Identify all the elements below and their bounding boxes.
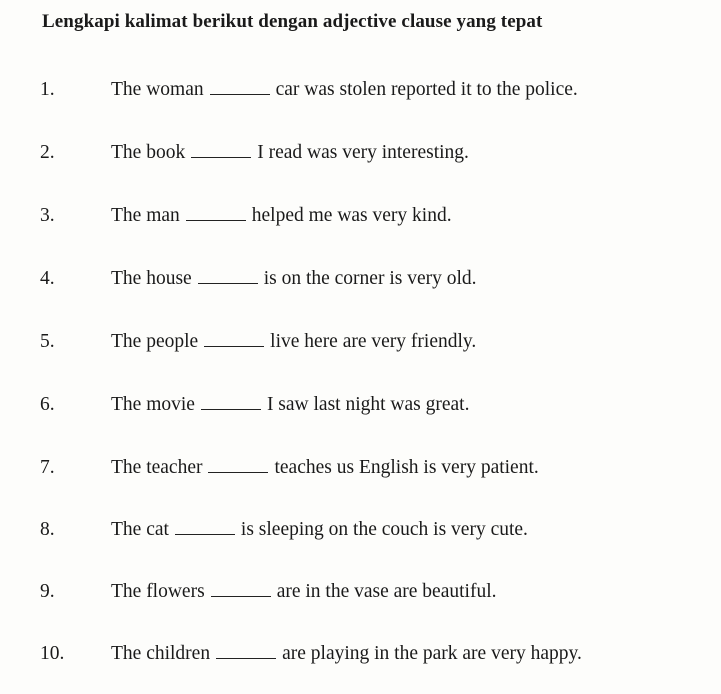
answer-blank[interactable] xyxy=(204,332,264,347)
item-number: 6. xyxy=(40,394,55,415)
answer-blank[interactable] xyxy=(210,80,270,95)
item-sentence xyxy=(111,331,476,353)
sentence-start: The book xyxy=(111,142,186,163)
item-sentence xyxy=(111,581,497,603)
item-number: 4. xyxy=(40,268,55,289)
sentence-end: live here are very friendly. xyxy=(270,331,477,352)
sentence-end: car was stolen reported it to the police. xyxy=(275,79,578,100)
sentence-end: I saw last night was great. xyxy=(266,394,470,415)
sentence-start: The house xyxy=(111,268,192,289)
sentence-end: is sleeping on the couch is very cute. xyxy=(240,519,528,540)
sentence-start: The flowers xyxy=(111,581,205,602)
exercise-item-9 xyxy=(0,581,721,607)
item-sentence xyxy=(111,205,452,227)
exercise-item-10 xyxy=(0,643,721,669)
item-number: 8. xyxy=(40,519,55,540)
sentence-start: The movie xyxy=(111,394,195,415)
sentence-start: The man xyxy=(111,205,180,226)
answer-blank[interactable] xyxy=(216,644,276,659)
answer-blank[interactable] xyxy=(186,206,246,221)
item-sentence xyxy=(111,457,539,479)
item-number: 5. xyxy=(40,331,55,352)
item-number: 2. xyxy=(40,142,55,163)
item-sentence xyxy=(111,643,582,665)
item-number: 9. xyxy=(40,581,55,602)
sentence-end: are playing in the park are very happy. xyxy=(282,643,582,664)
item-number: 7. xyxy=(40,457,55,478)
sentence-end: I read was very interesting. xyxy=(257,142,469,163)
sentence-start: The children xyxy=(111,643,211,664)
item-number: 1. xyxy=(40,79,55,100)
sentence-start: The people xyxy=(111,331,199,352)
item-number: 3. xyxy=(40,205,55,226)
item-sentence xyxy=(111,142,469,164)
item-sentence xyxy=(111,268,477,290)
item-sentence xyxy=(111,519,528,541)
sentence-start: The cat xyxy=(111,519,169,540)
worksheet-title: Lengkapi kalimat berikut dengan adjective clause yang tepat xyxy=(42,11,543,32)
item-sentence xyxy=(111,394,469,416)
answer-blank[interactable] xyxy=(208,458,268,473)
exercise-item-8 xyxy=(0,519,721,545)
answer-blank[interactable] xyxy=(191,143,251,158)
sentence-start: The teacher xyxy=(111,457,203,478)
exercise-item-6 xyxy=(0,394,721,420)
sentence-end: helped me was very kind. xyxy=(251,205,452,226)
answer-blank[interactable] xyxy=(211,582,271,597)
exercise-item-3 xyxy=(0,205,721,231)
item-sentence xyxy=(111,79,578,101)
answer-blank[interactable] xyxy=(198,269,258,284)
sentence-start: The woman xyxy=(111,79,204,100)
sentence-end: are in the vase are beautiful. xyxy=(276,581,497,602)
exercise-item-5 xyxy=(0,331,721,357)
sentence-end: teaches us English is very patient. xyxy=(274,457,539,478)
exercise-item-7 xyxy=(0,457,721,483)
item-number: 10. xyxy=(40,643,65,664)
answer-blank[interactable] xyxy=(175,520,235,535)
sentence-end: is on the corner is very old. xyxy=(263,268,477,289)
exercise-item-2 xyxy=(0,142,721,168)
exercise-item-4 xyxy=(0,268,721,294)
answer-blank[interactable] xyxy=(201,395,261,410)
exercise-item-1 xyxy=(0,79,721,105)
